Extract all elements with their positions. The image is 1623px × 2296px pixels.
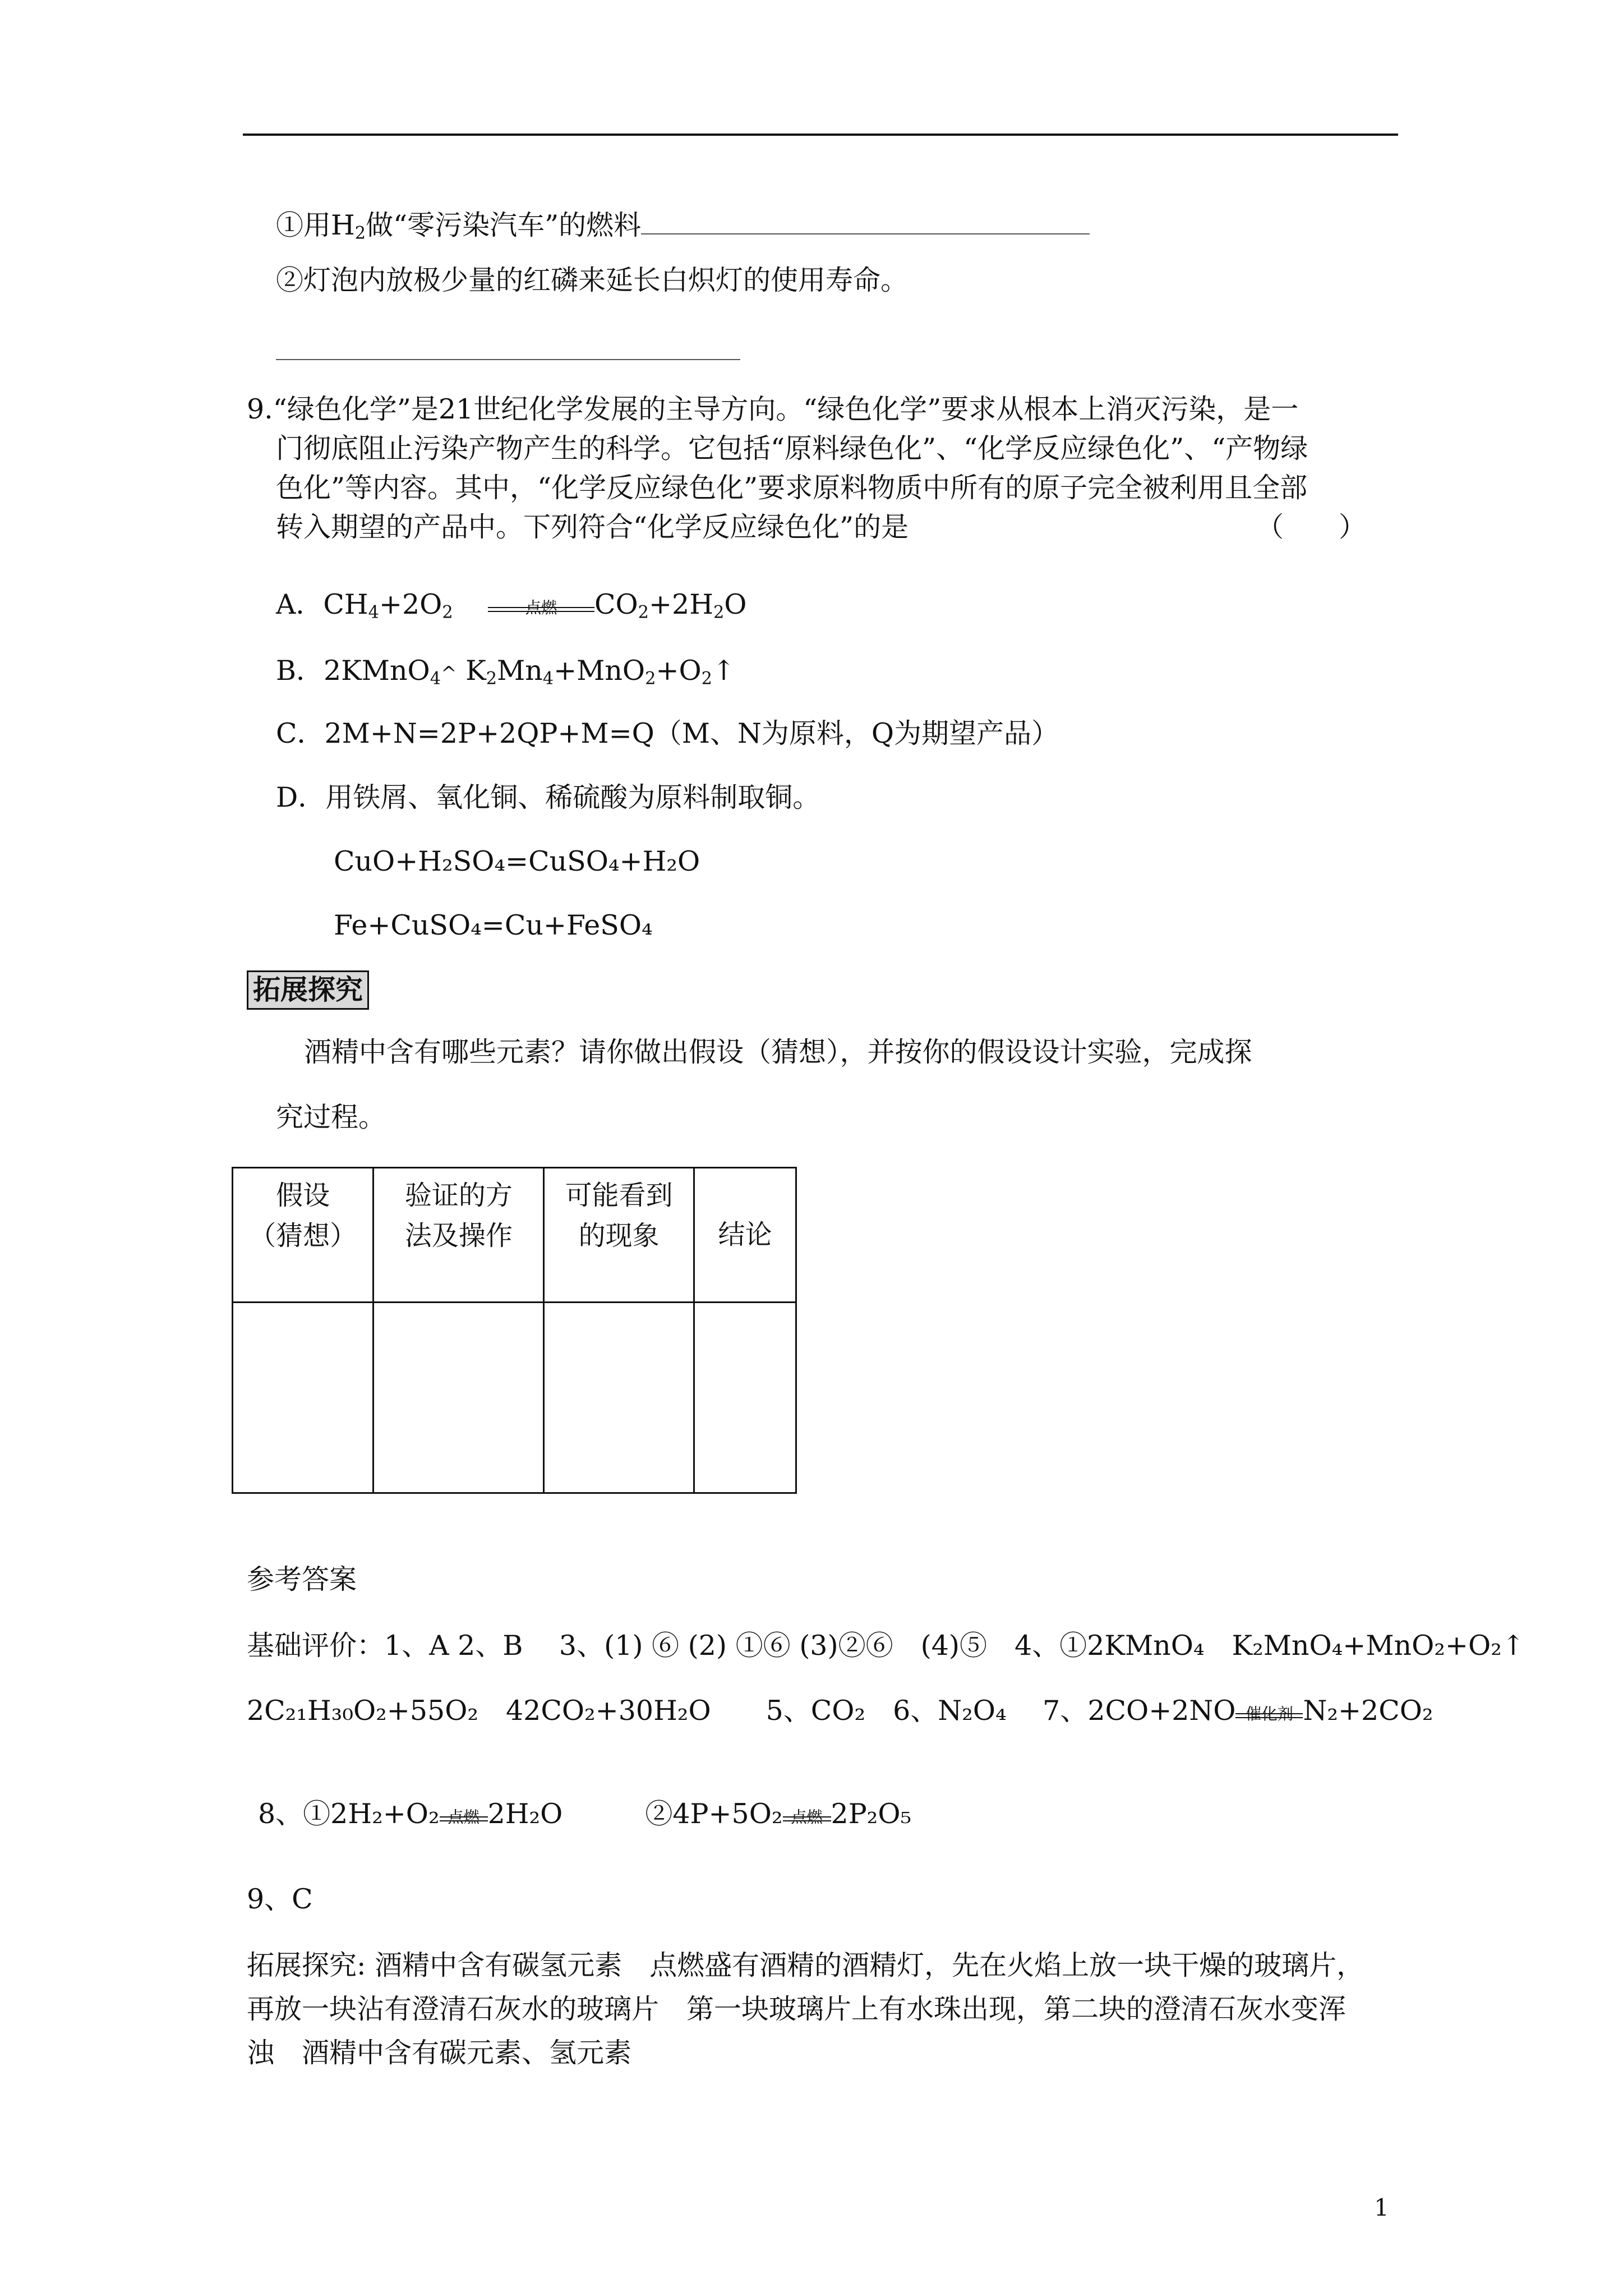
caret-icon: ^ [441, 662, 457, 685]
equation-d2: Fe+CuSO₄=Cu+FeSO₄ [334, 909, 653, 941]
q9-line-1: 9.“绿色化学”是21世纪化学发展的主导方向。“绿色化学”要求从根本上消灭污染，是一 [247, 393, 1299, 425]
option-c: C．2M+N=2P+2QP+M=Q（M、N为原料，Q为期望产品） [276, 717, 1059, 749]
option-a: A．$CH_4+2O_2$ 点燃 $CO_2+2H_2O$ [276, 588, 747, 623]
answer-paren[interactable]: （ ） [1256, 511, 1367, 543]
answers-extension-3: 浊 酒精中含有碳元素、氢元素 [247, 2037, 632, 2069]
answers-extension-1: 拓展探究: 酒精中含有碳氢元素 点燃盛有酒精的酒精灯，先在火焰上放一块干燥的玻璃片， [247, 1949, 1364, 1981]
cell-method[interactable] [374, 1303, 544, 1493]
answers-line-4: 9、C [247, 1883, 313, 1915]
answers-line-3: 8、①2H₂+O₂ 点燃 2H₂O ②4P+5O₂ 点燃 2P₂O₅ [258, 1798, 912, 1830]
answer-blank[interactable] [276, 359, 740, 360]
cell-hypothesis[interactable] [233, 1303, 374, 1493]
page-number: 1 [1374, 2194, 1389, 2221]
header-phenomenon: 可能看到 的现象 [544, 1168, 694, 1303]
header-method: 验证的方 法及操作 [374, 1168, 544, 1303]
experiment-table [232, 1167, 797, 1494]
answers-extension-2: 再放一块沾有澄清石灰水的玻璃片 第一块玻璃片上有水珠出现，第二块的澄清石灰水变浑 [247, 1993, 1347, 2025]
q9-line-4: 转入期望的产品中。下列符合“化学反应绿色化”的是 [276, 511, 909, 543]
header-conclusion: 结论 [694, 1168, 796, 1303]
q8-item-2: ②灯泡内放极少量的红磷来延长白炽灯的使用寿命。 [276, 264, 909, 296]
q8-item-1: ①用$H_2$做“零污染汽车”的燃料 [276, 209, 1090, 242]
option-b: B．2KMnO$_4$^ $K_2Mn_4+MnO_2+O_2↑$ [276, 655, 736, 689]
equation-d1: CuO+H₂SO₄=CuSO₄+H₂O [334, 845, 700, 877]
section-heading: 拓展探究 [247, 970, 369, 1010]
table-header-row [233, 1168, 796, 1303]
q9-line-2: 门彻底阻止污染产物产生的科学。它包括“原料绿色化”、“化学反应绿色化”、“产物绿 [276, 432, 1308, 464]
q9-line-3: 色化”等内容。其中，“化学反应绿色化”要求原料物质中所有的原子完全被利用且全部 [276, 472, 1308, 504]
answer-blank[interactable] [641, 209, 1090, 234]
header-hypothesis: 假设 （猜想） [233, 1168, 374, 1303]
option-d: D．用铁屑、氧化铜、稀硫酸为原料制取铜。 [276, 781, 820, 813]
answers-line-2: 2C₂₁H₃₀O₂+55O₂ 42CO₂+30H₂O 5、CO₂ 6、N₂O₄ 7、2CO+2NO 催化剂 N₂+2CO₂ [247, 1695, 1433, 1727]
header-rule [243, 134, 1398, 136]
extension-prompt-2: 究过程。 [276, 1101, 386, 1133]
answers-line-1: 基础评价：1、A 2、B 3、(1) ⑥ (2) ①⑥ (3)②⑥ (4)⑤ 4、①2KMnO₄ K₂MnO₄+MnO₂+O₂↑ [247, 1630, 1525, 1662]
cell-phenomenon[interactable] [544, 1303, 694, 1493]
gas-arrow-icon: ↑ [712, 655, 736, 687]
extension-prompt-1: 酒精中含有哪些元素？请你做出假设（猜想），并按你的假设设计实验，完成探 [304, 1036, 1252, 1068]
table-row [233, 1303, 796, 1493]
answers-title: 参考答案 [247, 1563, 357, 1595]
cell-conclusion[interactable] [694, 1303, 796, 1493]
